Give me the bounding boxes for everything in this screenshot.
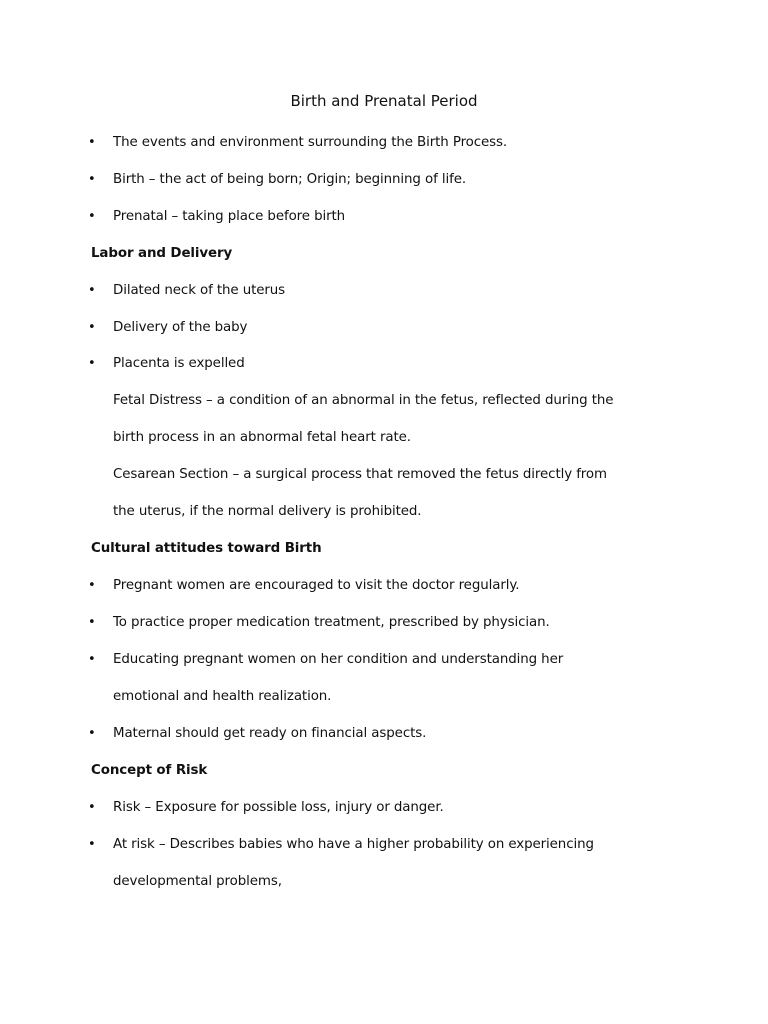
bullet-icon: • bbox=[88, 578, 96, 593]
list-item: Maternal should get ready on financial aspects. bbox=[113, 726, 427, 741]
bullet-icon: • bbox=[88, 837, 96, 852]
bullet-icon: • bbox=[88, 356, 96, 371]
list-item: Educating pregnant women on her condition and understanding her bbox=[113, 652, 564, 667]
bullet-icon: • bbox=[88, 726, 96, 741]
list-item: Placenta is expelled bbox=[113, 356, 245, 371]
list-item: Birth – the act of being born; Origin; beginning of life. bbox=[113, 172, 466, 187]
list-item: Prenatal – taking place before birth bbox=[113, 209, 346, 224]
paragraph-line: Fetal Distress – a condition of an abnormal in the fetus, reflected during the bbox=[113, 393, 614, 408]
bullet-icon: • bbox=[88, 615, 96, 630]
bullet-icon: • bbox=[88, 652, 96, 667]
list-item: Delivery of the baby bbox=[113, 320, 248, 335]
list-item-continuation: developmental problems, bbox=[113, 874, 282, 889]
bullet-icon: • bbox=[88, 283, 96, 298]
list-item: To practice proper medication treatment, prescribed by physician. bbox=[113, 615, 550, 630]
page-title: Birth and Prenatal Period bbox=[290, 92, 478, 110]
list-item-continuation: emotional and health realization. bbox=[113, 689, 332, 704]
list-item: Dilated neck of the uterus bbox=[113, 283, 286, 298]
list-item: At risk – Describes babies who have a higher probability on experiencing bbox=[113, 837, 594, 852]
section-heading-cultural: Cultural attitudes toward Birth bbox=[91, 541, 322, 556]
list-item: Pregnant women are encouraged to visit the doctor regularly. bbox=[113, 578, 520, 593]
list-item: The events and environment surrounding the Birth Process. bbox=[113, 135, 508, 150]
section-heading-risk: Concept of Risk bbox=[91, 763, 208, 778]
bullet-icon: • bbox=[88, 135, 96, 150]
paragraph-line: the uterus, if the normal delivery is prohibited. bbox=[113, 504, 422, 519]
section-heading-labor: Labor and Delivery bbox=[91, 246, 233, 261]
bullet-icon: • bbox=[88, 320, 96, 335]
bullet-icon: • bbox=[88, 209, 96, 224]
bullet-icon: • bbox=[88, 800, 96, 815]
paragraph-line: birth process in an abnormal fetal heart rate. bbox=[113, 430, 411, 445]
bullet-icon: • bbox=[88, 172, 96, 187]
paragraph-line: Cesarean Section – a surgical process that removed the fetus directly from bbox=[113, 467, 607, 482]
list-item: Risk – Exposure for possible loss, injury or danger. bbox=[113, 800, 444, 815]
